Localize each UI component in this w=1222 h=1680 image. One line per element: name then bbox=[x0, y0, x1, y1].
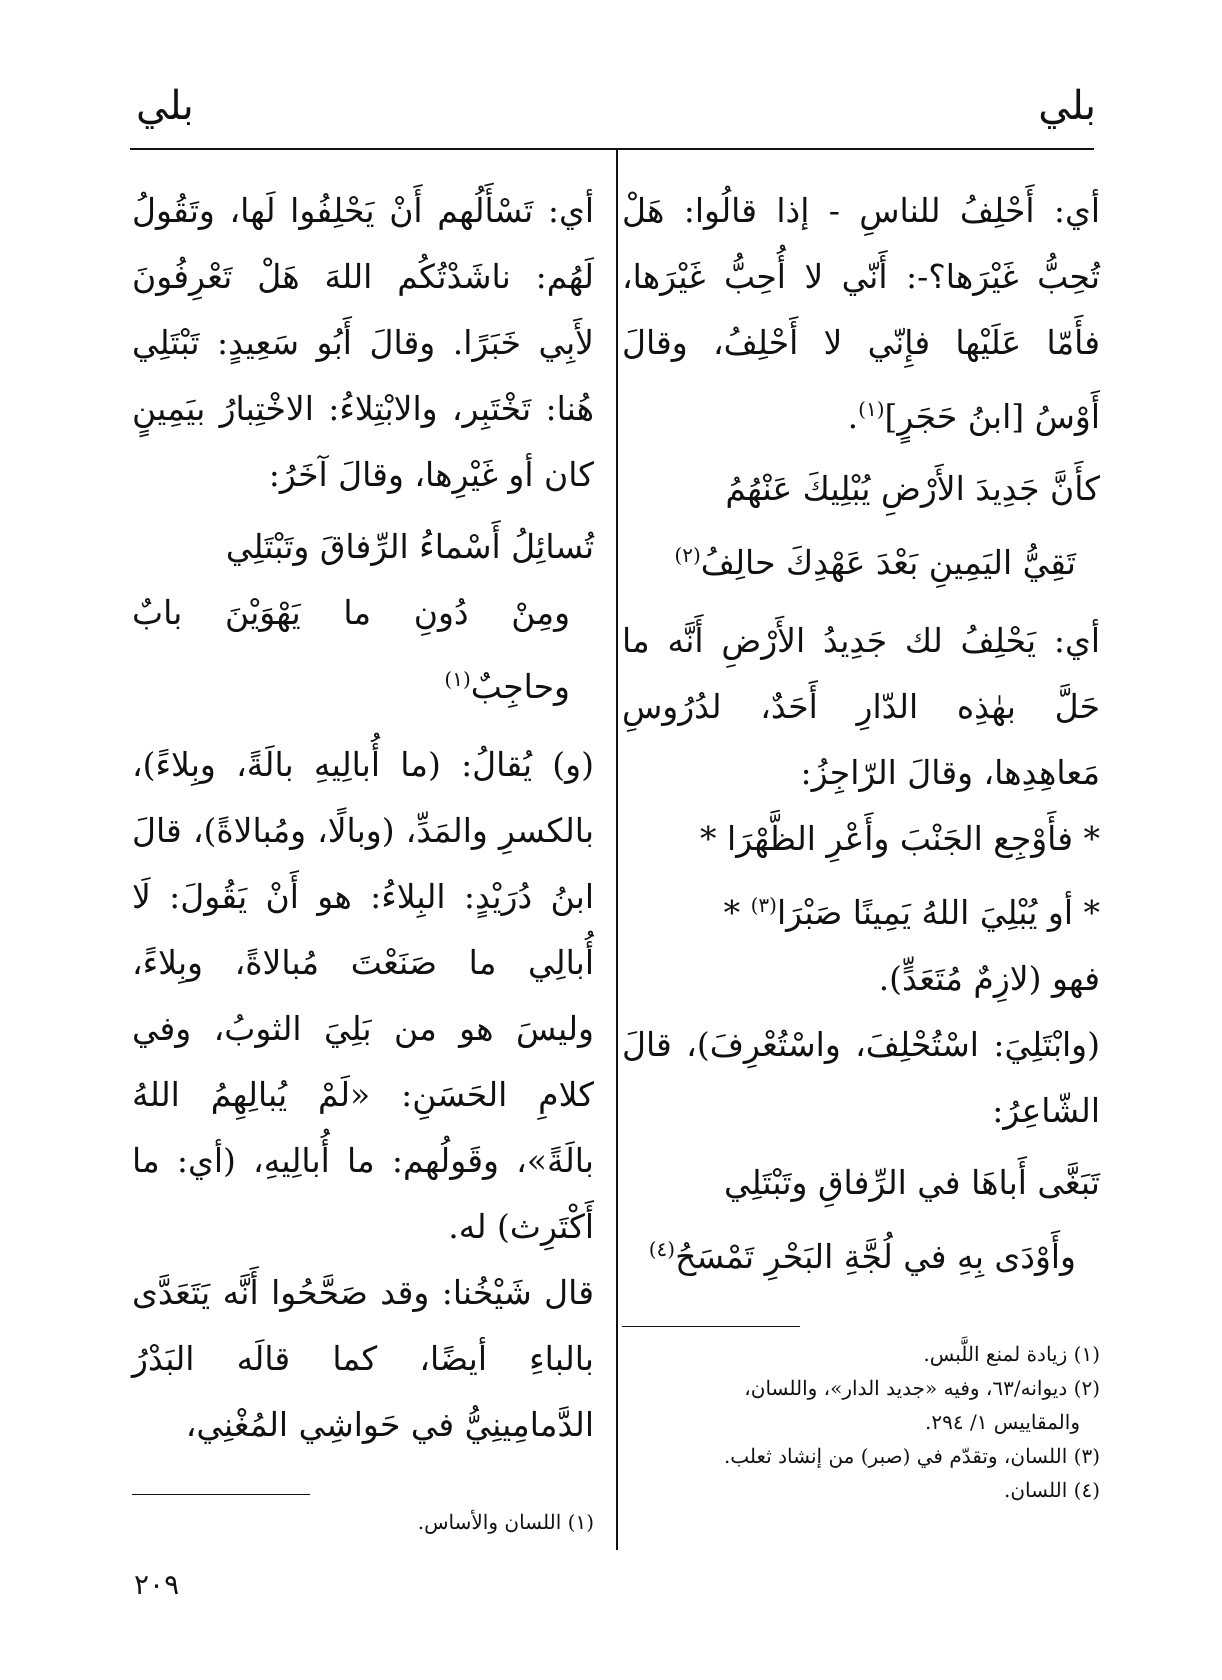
left-column bbox=[132, 178, 594, 1539]
verse-3-hemistich-2 bbox=[132, 580, 594, 720]
right-p1-text: أي: أَحْلِفُ للناسِ - إذا قالُوا: هَلْ تُحِبُّ غَيْرَها؟-: أَنّي لا أُحِبُّ غَيْرَها، فأَمّا عَلَيْها فإِنّي لا أَحْلِفُ، وقالَ أَوْسُ [ابنُ حَجَرٍ] bbox=[622, 191, 1100, 436]
verse-3-hemistich-1: تُسائِلُ أَسْماءُ الرِّفاقَ وتَبْتَلِي bbox=[225, 527, 594, 566]
footnote-1: (١) زيادة لمنع اللَّبس. bbox=[923, 1342, 1100, 1366]
rajaz-line-2 bbox=[622, 872, 1100, 946]
running-header-left: بلي bbox=[136, 83, 194, 129]
verse-1-hemistich-2 bbox=[622, 522, 1100, 596]
verse-1-hemistich-1: كأَنَّ جَدِيدَ الأَرْضِ يُبْلِيكَ عَنْهُمُ bbox=[725, 469, 1100, 508]
verse-1 bbox=[622, 456, 1100, 596]
right-paragraph-2: أي: يَحْلِفُ لك جَدِيدُ الأَرْضِ أَنَّه ما حَلَّ بهٰذِه الدّارِ أَحَدٌ، لدُرُوسِ مَعاهِدِها، وقالَ الرّاجِزُ: bbox=[622, 621, 1100, 792]
footnote-ref: (١) bbox=[444, 667, 471, 691]
rajaz-line-2-text: * أو يُبْلِيَ اللهُ يَمِينًا صَبْرَا bbox=[776, 893, 1100, 932]
rajaz-line-2-end: * bbox=[723, 893, 751, 932]
footnote-rule bbox=[622, 1326, 800, 1327]
verse-2-hemistich-2-text: وأَوْدَى بِهِ في لُجَّةِ البَحْرِ تَمْسَحُ bbox=[675, 1237, 1076, 1276]
footnote-4: (٤) اللسان. bbox=[1004, 1478, 1100, 1502]
running-header-right: بلي bbox=[1038, 83, 1096, 129]
left-paragraph-2: (و) يُقالُ: (ما أُبالِيهِ بالَةً، وبِلاءً)، بالكسرِ والمَدِّ، (وبالًا، ومُبالاةً)، قالَ ابنُ دُرَيْدٍ: البِلاءُ: هو أَنْ يَقُولَ: لَا أُبالِي ما صَنَعْتَ مُبالاةً، وبِلاءً، وليسَ هو من بَلِيَ الثوبُ، وفي كلامِ الحَسَنِ: «لَمْ يُبالِهِمُ اللهُ بالَةً»، وقَولُهم: ما أُبالِيهِ، (أي: ما أَكْتَرِث) له. bbox=[132, 745, 594, 1246]
footnote-2: (٢) ديوانه/٦٣، وفيه «جديد الدار»، واللسان، bbox=[744, 1376, 1100, 1400]
footnote-2-continued: والمقاييس ١/ ٢٩٤. bbox=[925, 1410, 1080, 1434]
left-footnotes bbox=[132, 1505, 594, 1539]
verse-2-hemistich-1: تَبَغَّى أَباهَا في الرِّفاقِ وتَبْتَلِي bbox=[723, 1163, 1100, 1202]
left-paragraph-3: قال شَيْخُنا: وقد صَحَّحُوا أَنَّه يَتَعَدَّى بالباءِ أيضًا، كما قالَه البَدْرُ الدَّمامِينِيُّ في حَواشِي المُغْنِي، bbox=[132, 1273, 594, 1444]
right-column bbox=[622, 178, 1100, 1507]
verse-2 bbox=[622, 1150, 1100, 1290]
footnote-ref: (١) bbox=[858, 397, 885, 421]
verse-2-hemistich-2 bbox=[622, 1216, 1100, 1290]
header-rule bbox=[130, 148, 1094, 150]
footnote-ref: (٢) bbox=[674, 543, 701, 567]
verse-3 bbox=[132, 514, 594, 720]
right-paragraph-1 bbox=[622, 178, 1100, 450]
rajaz-line-1: * فأَوْجِع الجَنْبَ وأَعْرِ الظَّهْرَا * bbox=[700, 819, 1100, 858]
footnote-rule bbox=[132, 1494, 310, 1495]
verse-1-hemistich-2-text: تَقِيُّ اليَمِينِ بَعْدَ عَهْدِكَ حالِفُ bbox=[700, 543, 1076, 582]
column-divider bbox=[616, 150, 618, 1550]
verse-3-hemistich-2-text: ومِنْ دُونِ ما يَهْوَيْنَ بابٌ وحاجِبٌ bbox=[132, 593, 570, 706]
right-paragraph-3: فهو (لازِمٌ مُتَعَدٍّ). bbox=[878, 959, 1100, 998]
right-p1-end: . bbox=[847, 397, 859, 436]
footnote-3: (٣) اللسان، وتقدّم في (صبر) من إنشاد ثعلب. bbox=[723, 1444, 1100, 1468]
page-number: ٢٠٩ bbox=[134, 1568, 180, 1601]
footnote-ref: (٤) bbox=[648, 1237, 676, 1261]
left-paragraph-1: أي: تَسْأَلُهم أَنْ يَحْلِفُوا لَها، وتَقُولُ لَهُم: ناشَدْتُكُم اللهَ هَلْ تَعْرِفُونَ لأَبِي خَبَرًا. وقالَ أَبُو سَعِيدٍ: تَبْتَلِي هُنا: تَخْتَبِر، والابْتِلاءُ: الاخْتِبارُ بيَمِينٍ كان أو غَيْرِها، وقالَ آخَرُ: bbox=[132, 191, 594, 494]
right-footnotes bbox=[622, 1337, 1100, 1507]
footnote-1: (١) اللسان والأساس. bbox=[417, 1510, 594, 1534]
footnote-ref: (٣) bbox=[750, 893, 777, 917]
right-paragraph-4: (وابْتَلِيَ: اسْتُحْلِفَ، واسْتُعْرِفَ)، قالَ الشّاعِرُ: bbox=[622, 1025, 1100, 1130]
